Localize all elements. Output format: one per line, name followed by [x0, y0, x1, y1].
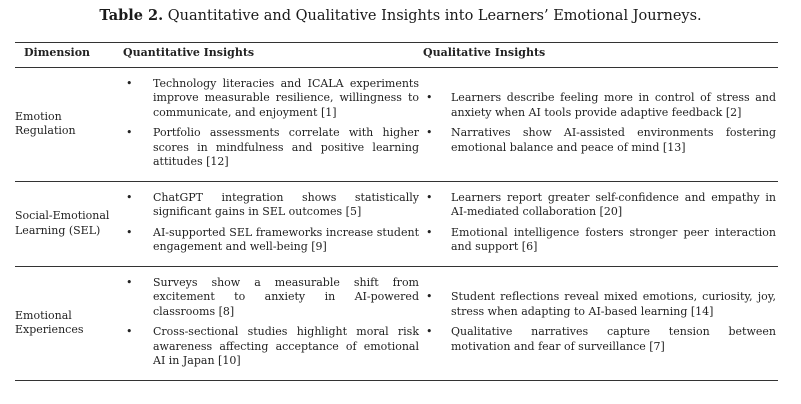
dimension-cell: Social-Emotional Learning (SEL) [15, 181, 123, 266]
list-item [423, 226, 778, 255]
list-item [123, 126, 423, 170]
insight-text: Cross-sectional studies highlight moral risk awareness affecting acceptance of emotional AI in Japan [10] [153, 325, 419, 367]
bullet-icon: • [126, 225, 133, 239]
list-item [423, 290, 778, 319]
insights-table [15, 42, 778, 381]
header-row [15, 43, 778, 68]
quantitative-cell [123, 67, 423, 181]
quantitative-list [123, 267, 423, 380]
insight-text: Learners report greater self-confidence and empathy in AI-mediated collaboration [20] [451, 190, 776, 218]
table-caption [0, 7, 801, 24]
qualitative-cell [423, 266, 778, 380]
table-caption-label: Table 2. [99, 7, 164, 24]
quantitative-cell [123, 181, 423, 266]
qualitative-list [423, 182, 778, 266]
list-item [123, 191, 423, 220]
insight-text: ChatGPT integration shows statistically significant gains in SEL outcomes [5] [153, 190, 419, 218]
table-row [15, 67, 778, 181]
bullet-icon: • [126, 325, 133, 338]
qualitative-cell [423, 181, 778, 266]
dimension-cell: Emotional Experiences [15, 266, 123, 380]
qualitative-list [423, 281, 778, 365]
table-body [15, 67, 778, 380]
bullet-icon: • [426, 190, 433, 204]
list-item [423, 325, 778, 354]
list-item [123, 226, 423, 255]
quantitative-list [123, 68, 423, 181]
insight-text: Portfolio assessments correlate with higher scores in mindfulness and positive learning attitudes [12] [153, 126, 419, 168]
bullet-icon: • [426, 290, 433, 303]
insight-text: Narratives show AI-assisted environments fostering emotional balance and peace of mind [13] [451, 126, 776, 154]
bullet-icon: • [426, 325, 433, 338]
header-qualitative: Qualitative Insights [423, 43, 778, 68]
quantitative-list [123, 182, 423, 266]
qualitative-cell [423, 67, 778, 181]
header-dimension: Dimension [15, 43, 123, 68]
insight-text: Technology literacies and ICALA experiments improve measurable resilience, willingness to communicate, and enjoyment [1] [153, 76, 419, 119]
bullet-icon: • [126, 76, 133, 90]
bullet-icon: • [126, 126, 133, 139]
bullet-icon: • [426, 126, 433, 139]
list-item [123, 325, 423, 369]
list-item [123, 77, 423, 121]
table-caption-text: Quantitative and Qualitative Insights into Learners’ Emotional Journeys. [167, 8, 702, 24]
insight-text: Learners describe feeling more in control of stress and anxiety when AI tools provide adaptive feedback [2] [451, 91, 776, 119]
insight-text: Student reflections reveal mixed emotions, curiosity, joy, stress when adapting to AI-based learning [14] [451, 290, 776, 318]
quantitative-cell [123, 266, 423, 380]
insight-text: Emotional intelligence fosters stronger peer interaction and support [6] [451, 225, 776, 253]
bullet-icon: • [126, 275, 133, 289]
list-item [423, 191, 778, 220]
bullet-icon: • [426, 91, 433, 104]
bullet-icon: • [426, 225, 433, 239]
insight-text: AI-supported SEL frameworks increase student engagement and well-being [9] [153, 225, 419, 253]
insight-text: Surveys show a measurable shift from excitement to anxiety in AI-powered classrooms [8] [153, 275, 419, 318]
list-item [423, 91, 778, 120]
table-row [15, 181, 778, 266]
qualitative-list [423, 82, 778, 166]
dimension-cell: Emotion Regulation [15, 67, 123, 181]
table-header [15, 43, 778, 68]
header-quantitative: Quantitative Insights [123, 43, 423, 68]
bullet-icon: • [126, 190, 133, 204]
list-item [423, 126, 778, 155]
table-row [15, 266, 778, 380]
list-item [123, 276, 423, 320]
insight-text: Qualitative narratives capture tension between motivation and fear of surveillance [7] [451, 325, 776, 353]
